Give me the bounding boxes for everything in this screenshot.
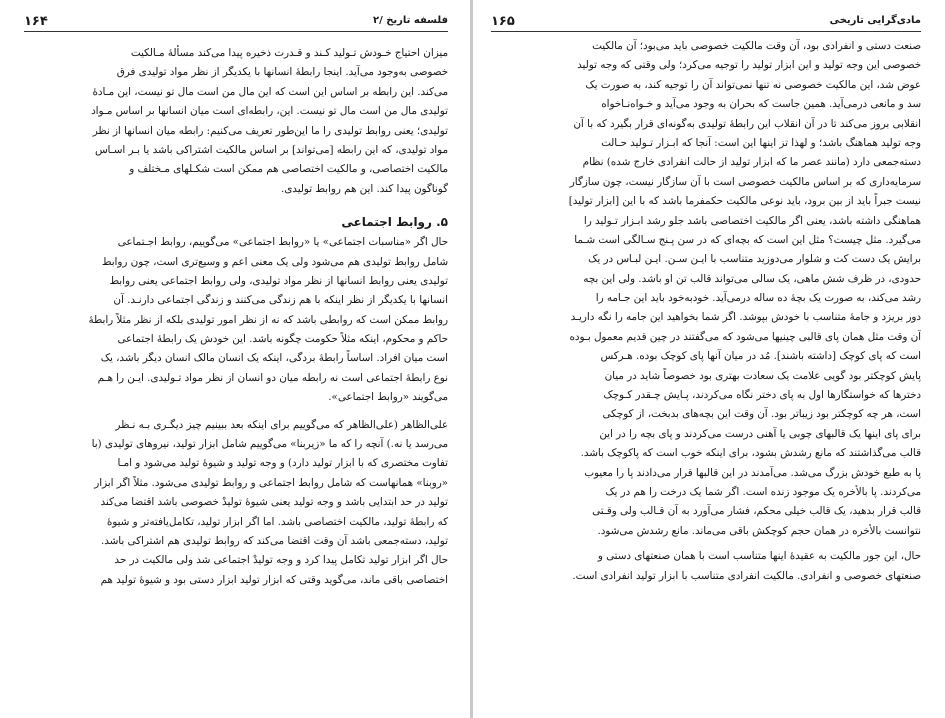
text-line: علی‌الظاهر (علی‌الظاهر که می‌گوییم برای اینکه بعد ببینیم چیز دیگـری بـه نـظر — [115, 418, 448, 431]
text-line: می‌رسد یا نه.) آنچه را که ما «زیربنا» می‌گوییم شامل ابزار تولید، نیروهای تولیدی (با — [91, 438, 448, 451]
paragraph-gap — [24, 408, 448, 416]
left-paragraph-3 — [24, 416, 448, 591]
left-page-number: ۱۶۴ — [24, 14, 48, 29]
text-line: میزان احتیاج خـودش تـولید کـند و قـدرت ذخیره پیدا می‌کند مسألهٔ مـالکیت — [130, 47, 448, 59]
right-header-rule — [491, 31, 921, 32]
text-line: دور بریزد و جامهٔ متناسب با خودش بپوشد. اگر شما بخواهید این جامه را نگه داریـد — [570, 311, 921, 324]
text-line: قالب قرار بدهید، یک قالب خیلی محکم، فشار می‌آورد به آن قـالب ولی وقـتی — [592, 505, 921, 518]
right-page-header — [491, 14, 921, 32]
text-line: سد و مانعی درمی‌آید. همین جاست که بحران به وجود می‌آید و خـواه‌نـاخواه — [601, 98, 921, 111]
text-line: نیست جبراً باید از بین برود، باید نوعی مالکیت حکمفرما باشد که با این [ابزار تولید] — [568, 195, 921, 208]
text-line: تولیدی یعنی روابط انسانها از نظر مواد تولیدی، ولی روابط اجتماعی یعنی روابط — [109, 274, 448, 287]
text-line: دسته‌جمعی دارد (مانند عصر ما که ابزار تولید از حالت انفرادی خارج شده) نظام — [582, 156, 921, 169]
right-page — [473, 0, 945, 718]
text-line: نوع رابطهٔ اجتماعی است نه رابطه میان دو انسان از نظر مواد تـولیدی. ایـن را هـم — [97, 371, 448, 384]
text-line: انقلابی بروز می‌کند تا در آن انقلاب این رابطهٔ تولیدی به‌گونه‌ای قرار بگیرد که با آن — [573, 117, 921, 130]
section-gap — [24, 199, 448, 211]
left-header-rule — [24, 31, 448, 32]
text-line: می‌گویند «روابط اجتماعی». — [328, 391, 448, 404]
text-line: روابط ممکن است که روابطی باشد که نه از نظر امور تولیدی بلکه از نظر مثلاً رابطهٔ — [88, 313, 448, 326]
text-line: انسانها با یکدیگر از نظر اینکه با هم زندگی می‌کنند و زندگی اجتماعی دارنـد. آن — [113, 294, 448, 307]
text-line: شامل روابط تولیدی هم می‌شود ولی یک معنی اعم و وسیع‌تری است، چون روابط — [101, 255, 448, 268]
text-line: مواد تولیدی، که این رابطه [می‌تواند] بر اساس مالکیت اشتراکی باشد یا بـر اسـاس — [94, 143, 448, 156]
text-line: خصوصی این وجه تولید و این ابزار تولید را توجیه می‌کرد؛ ولی وقتی که وجه تولید — [577, 59, 921, 72]
text-line: حال اگر «مناسبات اجتماعی» یا «روابط اجتماعی» می‌گوییم، روابط اجـتماعی — [117, 236, 448, 249]
left-page — [0, 0, 470, 718]
text-line: می‌کردند. پا بالأخره یک موجود زنده است. اگر شما یک درخت را هم در یک — [605, 485, 921, 498]
right-paragraph-1 — [491, 37, 921, 541]
right-page-body — [491, 37, 921, 586]
text-line: می‌گیرد. مثل چیست؟ مثل این است که بچه‌ای که در سن پـنج سـالگی است شـما — [574, 233, 921, 246]
text-line: پا به طبع خودش بزرگ می‌شد. می‌آمدند در این قالبها قرار می‌دادند پا را معیوب — [584, 466, 921, 479]
text-line: حاکم و محکوم، اینکه مثلاً حکومت چگونه باشد. این خودش یک رابطهٔ اجتماعی — [117, 333, 448, 346]
text-line: پایش کوچکتر بود گویی علامت یک سعادت بهتری بود خصوصاً شاید در میان — [604, 369, 921, 382]
text-line: تولیدی؛ یعنی روابط تولیدی را ما این‌طور تعریف می‌کنیم: رابطه میان انسانها از نظر — [92, 124, 448, 137]
text-line: برای پای اینها یک قالبهای چوبی یا آهنی درست می‌کردند و پای بچه را در این — [599, 427, 921, 440]
text-line: صنعت دستی و انفرادی بود، آن وقت مالکیت خصوصی باید می‌بود؛ آن مالکیت — [592, 40, 921, 52]
text-line: می‌کند. این رابطه بر اساس این است که این مال من است مال تو نیست، این مـادهٔ — [92, 85, 448, 98]
text-line: آن وقت مثل همان پای قالبی چینیها می‌شود که می‌گفتند در چین قدیم معمول بـوده — [569, 330, 921, 343]
text-line: تولید در حد ابتدایی باشد و وجه تولید یعنی شیوهٔ تولیدْ خصوصی باشد اقتضا می‌کند — [100, 496, 448, 509]
text-line: رشد می‌کند، به صورت یک بچهٔ ده ساله درمی‌آید. خودبه‌خود باید این جـامه را — [595, 292, 921, 305]
text-line: گوناگون پیدا کند. این هم روابط تولیدی. — [280, 182, 448, 195]
text-line: است، هر چه کوچکتر بود زیباتر بود. آن وقت این بچه‌های بدبخت، از کوچکی — [602, 408, 921, 421]
text-line: تفاوت مختصری که با ابزار تولید دارد) و وجه تولید و شیوهٔ تولید می‌شود و امـا — [117, 457, 448, 470]
text-line: مالکیت اختصاصی، و مالکیت اختصاصی هم ممکن است شکـلهای مـختلف و — [129, 163, 448, 176]
text-line: دخترها که خواستگارها اول به پای دختر نگاه می‌کردند، پـایش چـقدر کـوچک — [603, 389, 921, 402]
text-line: حدودی، در ظرف شش ماهی، یک سالی می‌تواند قالب تن او باشد. ولی این بچه — [583, 272, 921, 285]
section-heading: ۵. روابط اجتماعی — [341, 215, 448, 230]
text-line: خصوصی به‌وجود می‌آید. اینجا رابطهٔ انسانها با یکدیگر از نظر مواد تولیدی فرق — [116, 66, 448, 79]
text-line: قالب می‌گذاشتند که مانع رشدش بشود، برای اینکه خوب است که پاکوچک باشد. — [580, 447, 921, 460]
left-page-header — [24, 14, 448, 32]
text-line: که رابطهٔ تولید، مالکیت اختصاصی باشد. اما اگر ابزار تولید، تکامل‌یافته‌تر و شیوهٔ — [106, 515, 448, 528]
text-line: حال، این جور مالکیت به عقیدهٔ اینها متناسب است با همان صنعتهای دستی و — [597, 550, 921, 563]
left-paragraph-1 — [24, 44, 448, 199]
right-page-number: ۱۶۵ — [491, 14, 515, 29]
text-line: «روبنا» همانهاست که شامل روابط اجتماعی و روابط تولیدی می‌شود. مثلاً اگر ابزار — [94, 476, 448, 489]
text-line: تولیدی مال من است مال تو نیست. این، رابطه‌ای است میان انسانها بر اساس مـواد — [91, 105, 448, 118]
text-line: است میان افراد. اساساً رابطهٔ بردگی، اینکه یک انسان مالک انسان دیگر باشد، یک — [100, 352, 448, 365]
left-paragraph-2 — [24, 233, 448, 408]
text-line: برایش یک دست کت و شلوار می‌دوزید متناسب با ایـن سـن. ایـن لبـاس در یک — [588, 253, 921, 266]
text-line: عوض شد، این مالکیت خصوصی نه تنها نمی‌تواند آن را توجیه کند، به صورت یک — [585, 78, 921, 91]
text-line: نتوانست بالأخره در همان حجم کوچکش باقی می‌ماند. مانع رشدش می‌شود. — [597, 524, 921, 537]
text-line: هماهنگی داشته باشد، یعنی اگر مالکیت اختصاصی باشد جلو رشد ابـزار تـولید را — [583, 214, 921, 227]
left-running-head: فلسفه تاریخ /۲ — [372, 15, 448, 26]
text-line: حال اگر ابزار تولید تکامل پیدا کرد و وجه تولیدْ اجتماعی شد ولی مالکیت در حد — [114, 554, 448, 567]
right-paragraph-2 — [491, 547, 921, 586]
left-page-body — [24, 44, 448, 590]
text-line: وجه تولید هماهنگ باشد؛ و لهذا تز اینها این است: آنجا که ابـزار تـولید حـالت — [601, 136, 921, 149]
right-running-head: مادی‌گرایی تاریخی — [829, 15, 921, 26]
text-line: است که پای کوچک [داشته باشند]. مُد در میان آنها پای کوچک بوده. هـرکس — [600, 350, 921, 363]
text-line: تولید، دسته‌جمعی باشد آن وقت اقتضا می‌کند که روابط تولیدی هم اشتراکی باشد. — [100, 534, 448, 547]
text-line: اختصاصی باقی ماند، می‌گوید وقتی که ابزار تولید ابزار دستی بود و شیوهٔ تولید هم — [100, 573, 448, 586]
text-line: سرمایه‌داری که بر اساس مالکیت خصوصی است با آن سازگار نیست، چون سازگار — [569, 175, 921, 188]
text-line: صنعتهای خصوصی و انفرادی. مالکیت انفرادی متناسب با ابزار تولید انفرادی است. — [572, 569, 921, 582]
